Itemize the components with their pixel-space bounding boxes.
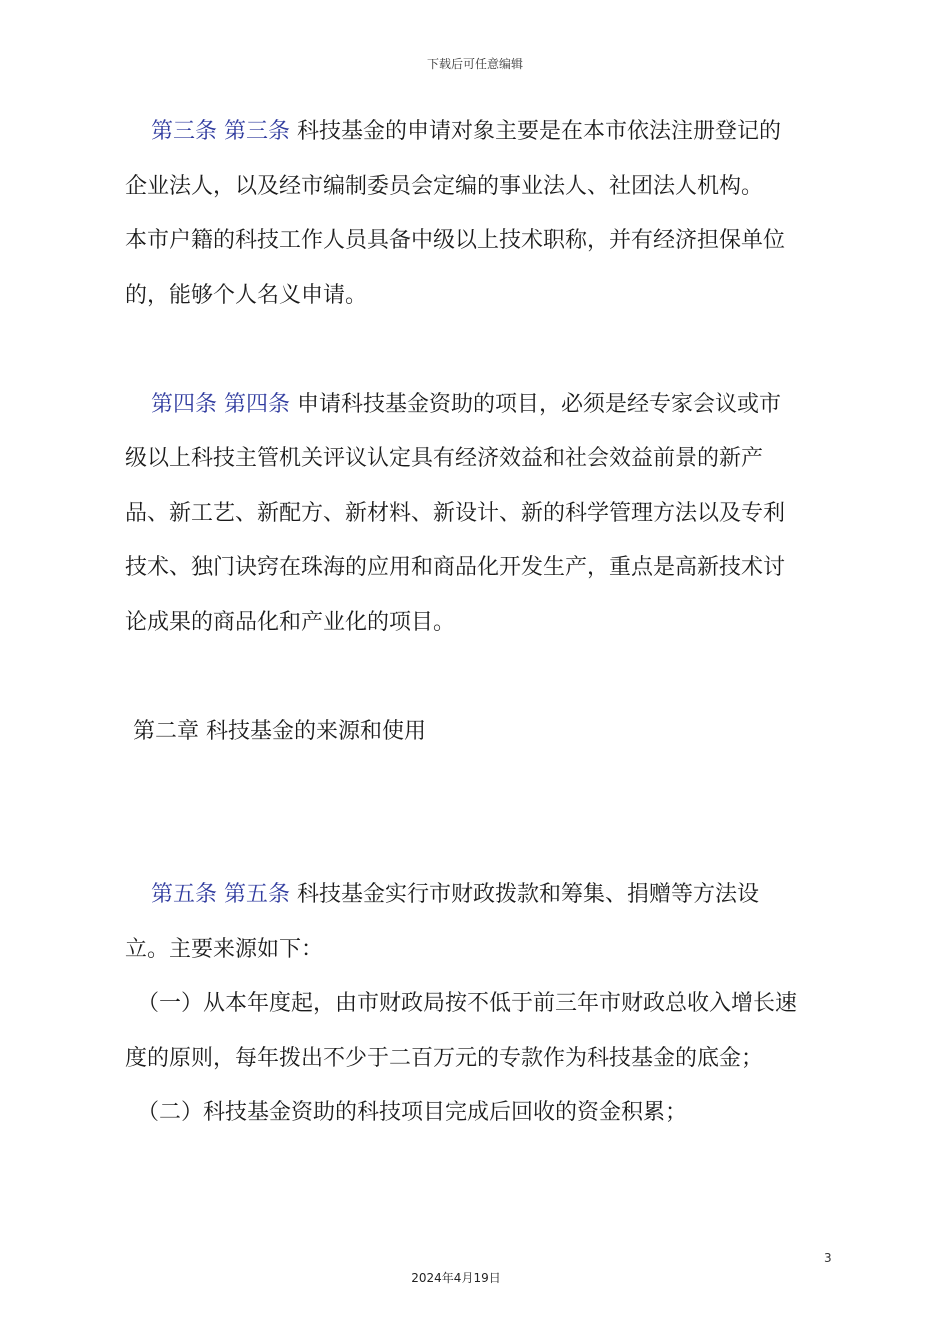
spacer [125, 759, 830, 868]
article-4-label-repeat: 第四条 [224, 391, 291, 417]
page-number: 3 [824, 1251, 832, 1265]
article-5-label-repeat: 第五条 [224, 882, 291, 907]
article-4-line-2: 级以上科技主管机关评议认定具有经济效益和社会效益前景的新产 [125, 446, 764, 471]
article-4-line-4: 技术、独门诀窍在珠海的应用和商品化开发生产，重点是高新技术讨 [125, 555, 786, 580]
article-3-label-repeat: 第三条 [224, 119, 291, 144]
article-5-line-1 [125, 868, 830, 923]
article-3-label: 第三条 [151, 119, 218, 144]
article-4-line-5: 论成果的商品化和产业化的项目。 [125, 609, 456, 635]
page-header: 下载后可任意编辑 [426, 57, 523, 71]
article-4-text: 申请科技基金资助的项目，必须是经专家会议或市 [290, 391, 782, 417]
article-4-line-1 [125, 378, 830, 433]
spacer [125, 323, 830, 378]
article-4-line-3: 品、新工艺、新配方、新材料、新设计、新的科学管理方法以及专利 [125, 500, 786, 526]
article-5-item-1-line-2: 度的原则，每年拨出不少于二百万元的专款作为科技基金的底金； [125, 1045, 764, 1071]
spacer [125, 650, 830, 705]
footer-date: 2024年4月19日 [411, 1271, 501, 1285]
article-5-label: 第五条 [151, 882, 218, 907]
article-3-line-4: 的，能够个人名义申请。 [125, 282, 368, 308]
article-5-item-1-line-1: （一）从本年度起，由市财政局按不低于前三年市财政总收入增长速 [137, 991, 798, 1016]
article-3-text: 科技基金的申请对象主要是在本市依法注册登记的 [290, 119, 782, 144]
article-3-line-1 [125, 105, 830, 160]
article-5-line-2: 立。主要来源如下： [125, 936, 324, 962]
article-3-line-3: 本市户籍的科技工作人员具备中级以上技术职称，并有经济担保单位 [125, 228, 786, 253]
article-4-label: 第四条 [151, 391, 218, 417]
article-5-text: 科技基金实行市财政拨款和筹集、捐赠等方法设 [290, 882, 760, 907]
article-5-item-2-line-1: （二）科技基金资助的科技项目完成后回收的资金积累； [137, 1100, 688, 1125]
article-3-line-2: 企业法人，以及经市编制委员会定编的事业法人、社团法人机构。 [125, 173, 764, 199]
chapter-2-heading: 第二章 科技基金的来源和使用 [133, 718, 426, 744]
document-body [125, 105, 830, 1141]
